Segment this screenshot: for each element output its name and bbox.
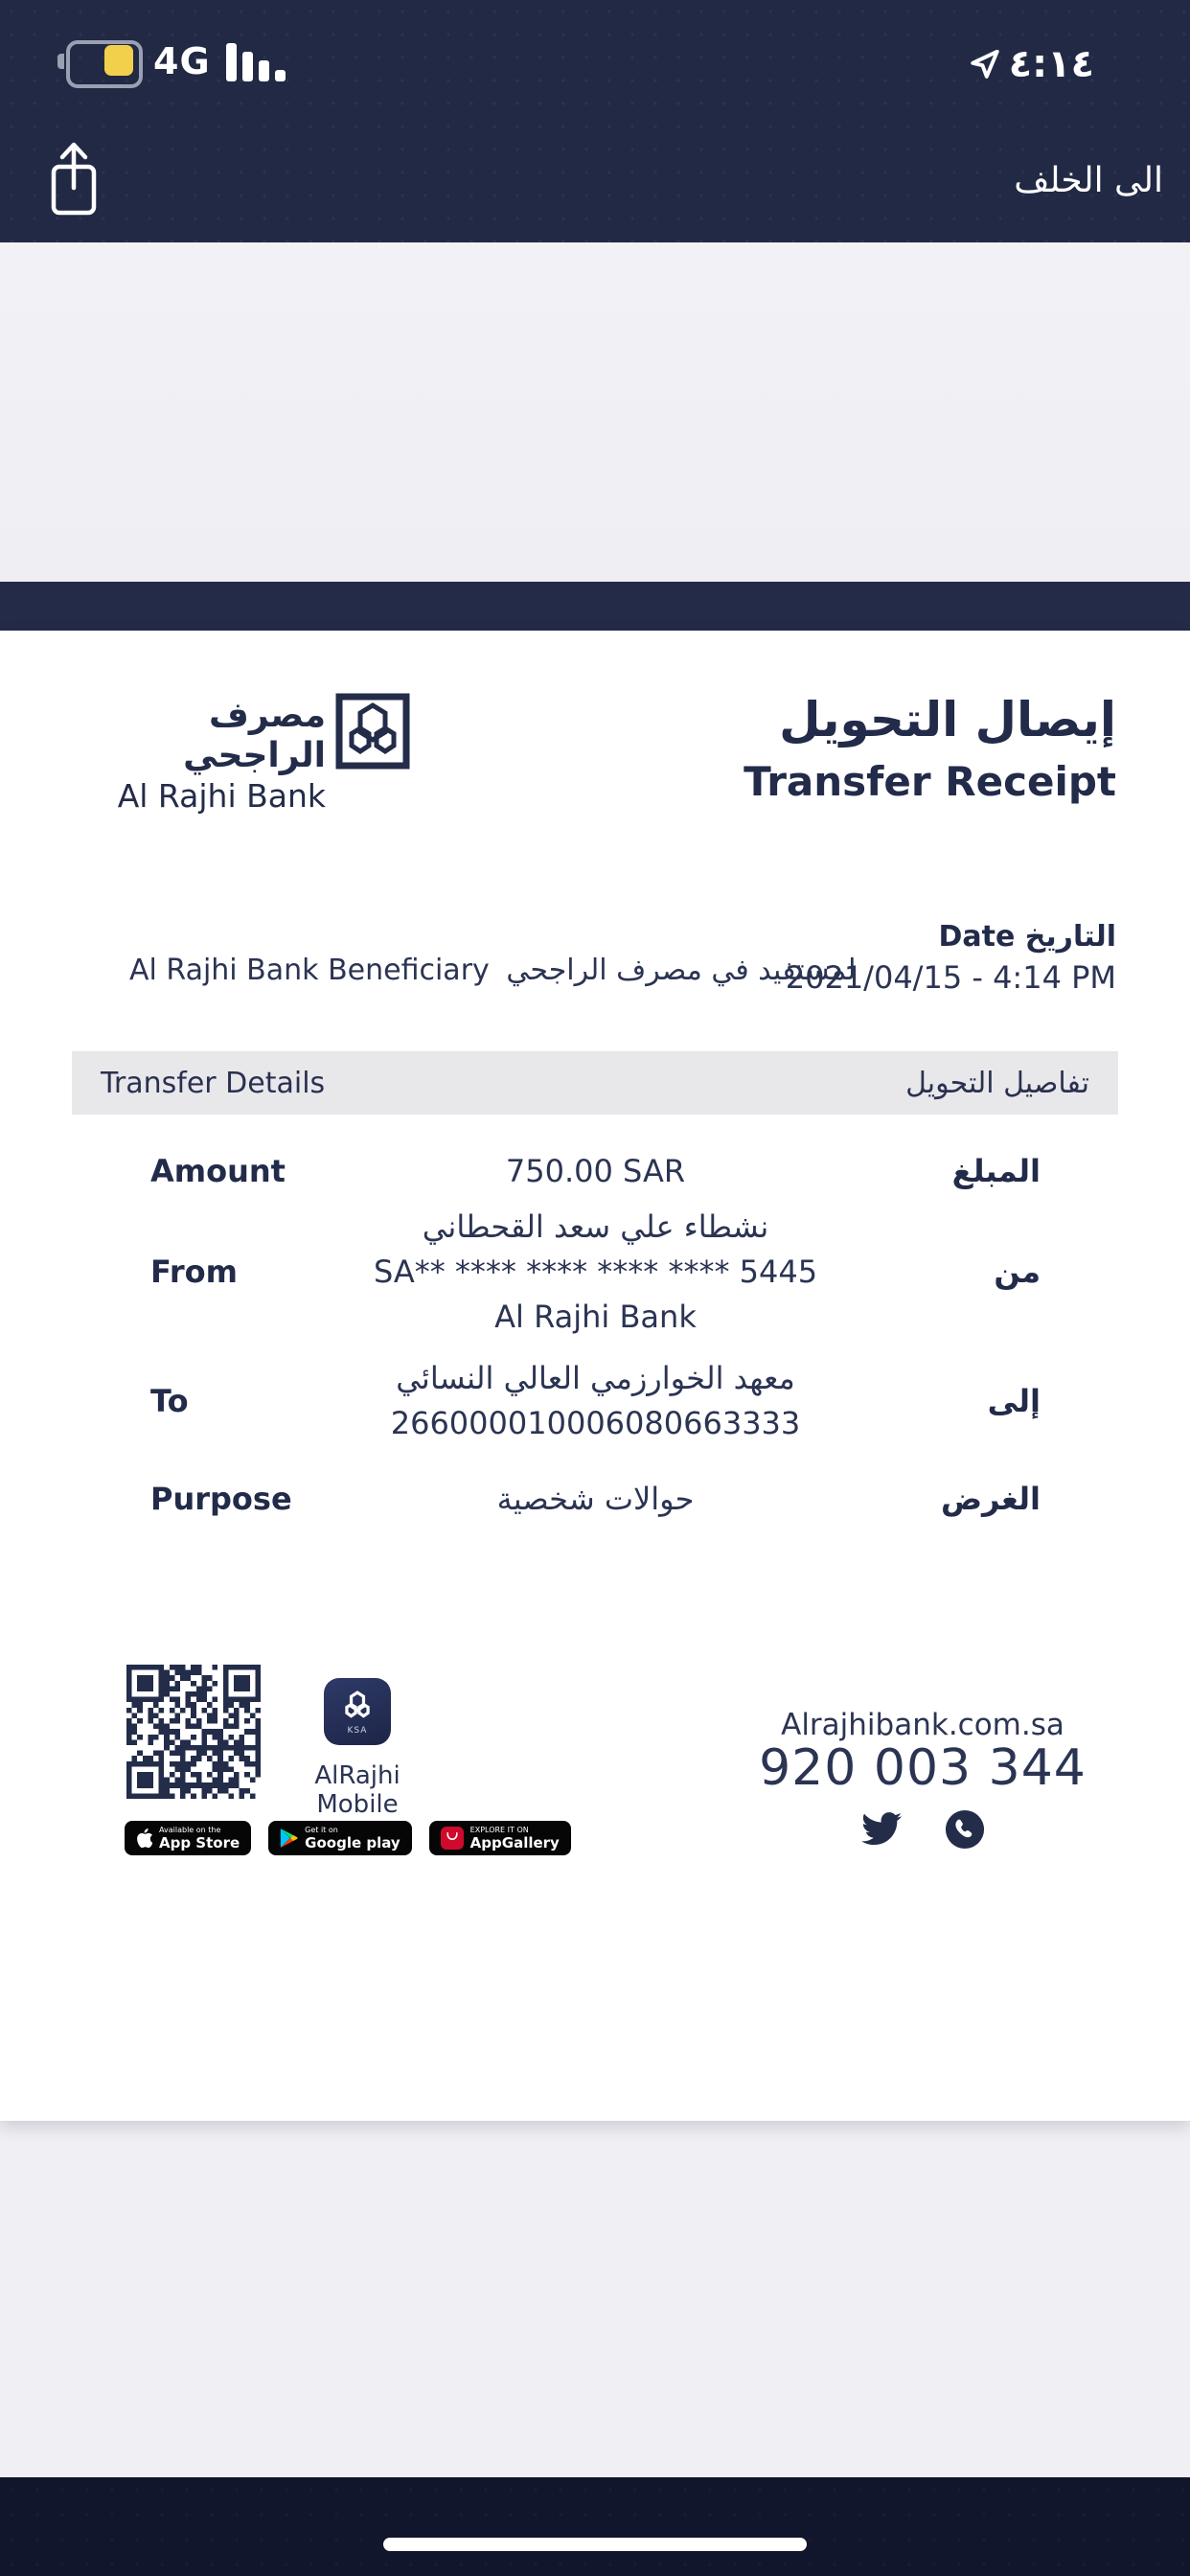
bottom-bar <box>0 2477 1190 2576</box>
google-play-icon <box>280 1828 298 1849</box>
battery-icon <box>57 40 138 82</box>
transfer-details-header <box>72 1051 1118 1115</box>
date-label: التاريخ Date <box>938 920 1116 954</box>
detail-row-to <box>0 1353 1190 1449</box>
date-value: 2021/04/15 - 4:14 PM <box>785 959 1116 996</box>
row-value: 266000010006080663333 <box>390 1405 801 1441</box>
row-value: Al Rajhi Bank <box>494 1298 697 1335</box>
home-indicator[interactable] <box>383 2538 807 2551</box>
appgallery-badge[interactable]: EXPLORE IT ON AppGallery <box>429 1821 571 1855</box>
signal-strength-icon <box>226 41 286 81</box>
app-store-badge[interactable]: Available on the App Store <box>125 1821 251 1855</box>
bank-name-block <box>105 696 326 816</box>
share-button[interactable] <box>50 142 98 220</box>
apple-icon <box>136 1828 152 1848</box>
row-values <box>361 1356 830 1446</box>
social-icons <box>814 1809 1031 1853</box>
store-badges <box>125 1821 571 1855</box>
row-value: نشطاء علي سعد القحطاني <box>422 1208 769 1245</box>
app-name-label: AlRajhi Mobile <box>314 1761 400 1819</box>
detail-row-purpose <box>0 1474 1190 1524</box>
row-value: SA** **** **** **** **** 5445 <box>373 1253 818 1290</box>
status-indicators <box>57 40 286 82</box>
clock-time: ٤:١٤ <box>1008 42 1094 86</box>
alrajhi-mobile-app-icon <box>324 1678 391 1745</box>
transfer-details-header-ar: تفاصيل التحويل <box>905 1066 1089 1100</box>
row-label-en: Amount <box>150 1153 286 1189</box>
row-label-en: To <box>150 1383 189 1419</box>
qr-code <box>126 1665 261 1803</box>
appgallery-icon <box>441 1827 464 1850</box>
whatsapp-icon[interactable] <box>945 1809 985 1853</box>
row-value: معهد الخوارزمي العالي النسائي <box>396 1360 795 1396</box>
receipt-title-block <box>744 682 1116 807</box>
bank-website: Alrajhibank.com.sa <box>781 1708 1064 1742</box>
network-type-label: 4G <box>153 40 211 82</box>
row-values <box>361 1149 830 1194</box>
row-value: حوالات شخصية <box>496 1480 695 1517</box>
bank-name-english: Al Rajhi Bank <box>117 777 326 815</box>
document-margin-top <box>0 242 1190 582</box>
status-nav-header <box>0 0 1190 242</box>
back-button[interactable]: الى الخلف <box>1014 161 1163 200</box>
row-value: 750.00 SAR <box>505 1152 686 1189</box>
bank-phone-number: 920 003 344 <box>759 1739 1087 1797</box>
bank-name-arabic: مصرف الراجحي <box>183 696 326 775</box>
alrajhi-bank-logo-icon <box>335 693 410 773</box>
twitter-icon[interactable] <box>860 1811 903 1852</box>
row-label-en: From <box>150 1254 238 1290</box>
row-label-ar: الغرض <box>941 1481 1041 1517</box>
document-margin-bottom <box>0 2121 1190 2477</box>
detail-row-amount <box>0 1136 1190 1207</box>
detail-row-from <box>0 1204 1190 1340</box>
row-label-ar: من <box>994 1254 1041 1290</box>
receipt-title-arabic: إيصال التحويل <box>779 692 1116 748</box>
row-values <box>361 1477 830 1522</box>
google-play-badge[interactable]: Get it on Google play <box>268 1821 412 1855</box>
row-label-ar: إلى <box>987 1383 1041 1419</box>
row-values <box>361 1205 830 1340</box>
receipt-title-english: Transfer Receipt <box>744 758 1116 805</box>
status-time-cluster <box>971 42 1094 86</box>
beneficiary-type-line: Al Rajhi Bank Beneficiary لمستفيد في مصرف الراجحي <box>129 954 857 987</box>
location-arrow-icon <box>971 50 999 79</box>
row-label-en: Purpose <box>150 1481 292 1517</box>
app-icon-ksa-caption: KSA <box>347 1726 368 1736</box>
receipt-top-band <box>0 582 1190 631</box>
row-label-ar: المبلغ <box>951 1153 1041 1189</box>
transfer-details-header-en: Transfer Details <box>101 1066 326 1100</box>
